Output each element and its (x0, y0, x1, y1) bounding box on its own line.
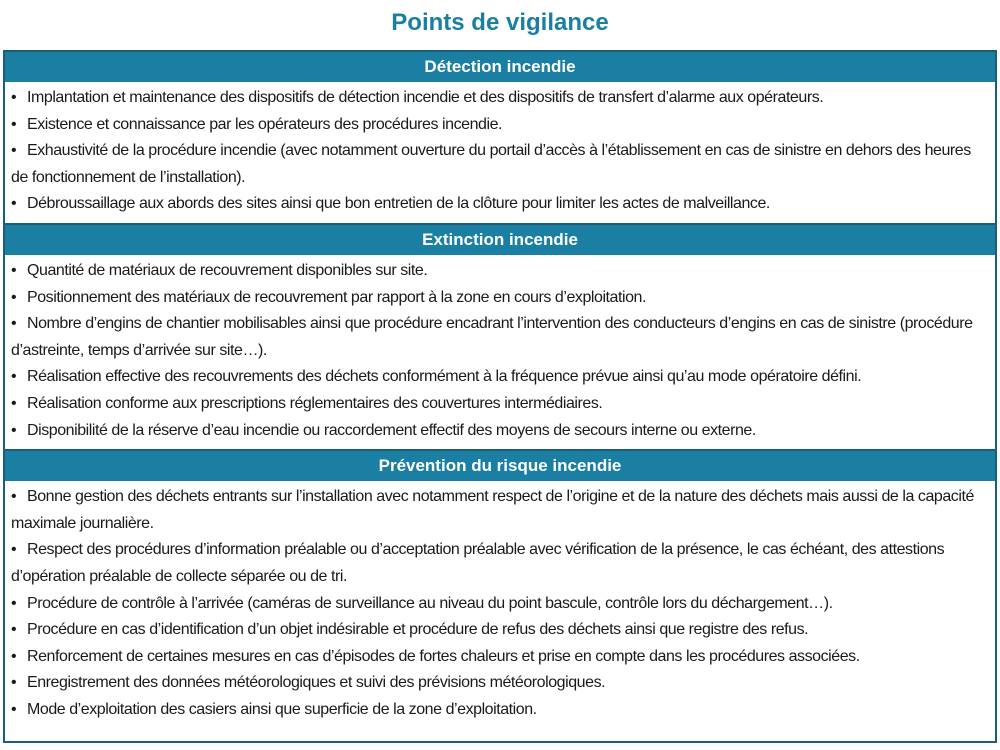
list-item (11, 191, 985, 218)
list-item-text: Positionnement des matériaux de recouvrement par rapport à la zone en cours d’exploitation. (27, 288, 646, 306)
list-item-text: Existence et connaissance par les opérateurs des procédures incendie. (27, 115, 503, 133)
bullet-icon: • (11, 195, 17, 213)
section-body (5, 481, 995, 728)
bullet-icon: • (11, 421, 17, 439)
bullet-icon: • (11, 115, 17, 133)
list-item-text: Réalisation effective des recouvrements des déchets conformément à la fréquence prévue ainsi qu’au mode opératoire défini. (27, 368, 862, 386)
list-item-text: Renforcement de certaines mesures en cas d’épisodes de fortes chaleurs et prise en compte dans les procédures associées. (27, 647, 860, 665)
vigilance-table (3, 50, 997, 743)
list-item (11, 85, 985, 112)
section-extinction (5, 223, 995, 449)
section-prevention (5, 449, 995, 728)
list-item-text: Enregistrement des données météorologiques et suivi des prévisions météorologiques. (27, 674, 606, 692)
bullet-icon: • (11, 368, 17, 386)
list-item-text: Disponibilité de la réserve d’eau incendie ou raccordement effectif des moyens de secours interne ou externe. (27, 421, 756, 439)
list-item (11, 285, 985, 312)
list-item-text: Procédure de contrôle à l’arrivée (caméras de surveillance au niveau du point bascule, contrôle lors du déchargement…). (27, 594, 833, 612)
bullet-icon: • (11, 700, 17, 718)
bullet-icon: • (11, 594, 17, 612)
list-item-text: Débroussaillage aux abords des sites ainsi que bon entretien de la clôture pour limiter les actes de malveillance. (27, 195, 770, 213)
list-item (11, 697, 985, 724)
list-item (11, 364, 985, 391)
bullet-icon: • (11, 261, 17, 279)
section-header: Prévention du risque incendie (5, 449, 995, 481)
bullet-icon: • (11, 142, 17, 160)
list-item (11, 418, 985, 445)
section-body (5, 255, 995, 449)
list-item (11, 391, 985, 418)
list-item-text: Réalisation conforme aux prescriptions réglementaires des couvertures intermédiaires. (27, 394, 603, 412)
list-item-text: Respect des procédures d’information préalable ou d’acceptation préalable avec vérification de la présence, le cas échéant, des attestions d’opération préalable de collecte séparée ou de tri. (11, 541, 945, 585)
list-item-text: Implantation et maintenance des dispositifs de détection incendie et des dispositifs de transfert d’alarme aux opérateurs. (27, 89, 824, 106)
bullet-icon: • (11, 89, 17, 106)
list-item (11, 311, 985, 364)
list-item (11, 138, 985, 191)
section-detection (5, 52, 995, 223)
list-item (11, 670, 985, 697)
list-item (11, 537, 985, 590)
list-item-text: Nombre d’engins de chantier mobilisables ainsi que procédure encadrant l’intervention des conducteurs d’engins en cas de sinistre (procédure d’astreinte, temps d’arrivée sur site…). (11, 315, 973, 359)
list-item (11, 617, 985, 644)
list-item (11, 258, 985, 285)
bullet-icon: • (11, 674, 17, 692)
bullet-icon: • (11, 647, 17, 665)
bullet-icon: • (11, 288, 17, 306)
bullet-icon: • (11, 621, 17, 639)
list-item (11, 112, 985, 139)
bullet-icon: • (11, 315, 17, 333)
list-item (11, 591, 985, 618)
section-body (5, 82, 995, 223)
list-item-text: Procédure en cas d’identification d’un objet indésirable et procédure de refus des déchets ainsi que registre des refus. (27, 621, 809, 639)
list-item-text: Bonne gestion des déchets entrants sur l’installation avec notamment respect de l’origine et de la nature des déchets mais aussi de la capacité maximale journalière. (11, 488, 974, 532)
list-item-text: Quantité de matériaux de recouvrement disponibles sur site. (27, 261, 428, 279)
list-item (11, 484, 985, 537)
section-header: Détection incendie (5, 52, 995, 82)
bullet-icon: • (11, 488, 17, 506)
list-item-text: Mode d’exploitation des casiers ainsi que superficie de la zone d’exploitation. (27, 700, 537, 718)
section-header: Extinction incendie (5, 223, 995, 255)
bullet-icon: • (11, 541, 17, 559)
bullet-icon: • (11, 394, 17, 412)
list-item (11, 644, 985, 671)
list-item-text: Exhaustivité de la procédure incendie (avec notamment ouverture du portail d’accès à l’établissement en cas de sinistre en dehors des heures de fonctionnement de l’installation). (11, 142, 971, 186)
page-title: Points de vigilance (391, 9, 609, 36)
